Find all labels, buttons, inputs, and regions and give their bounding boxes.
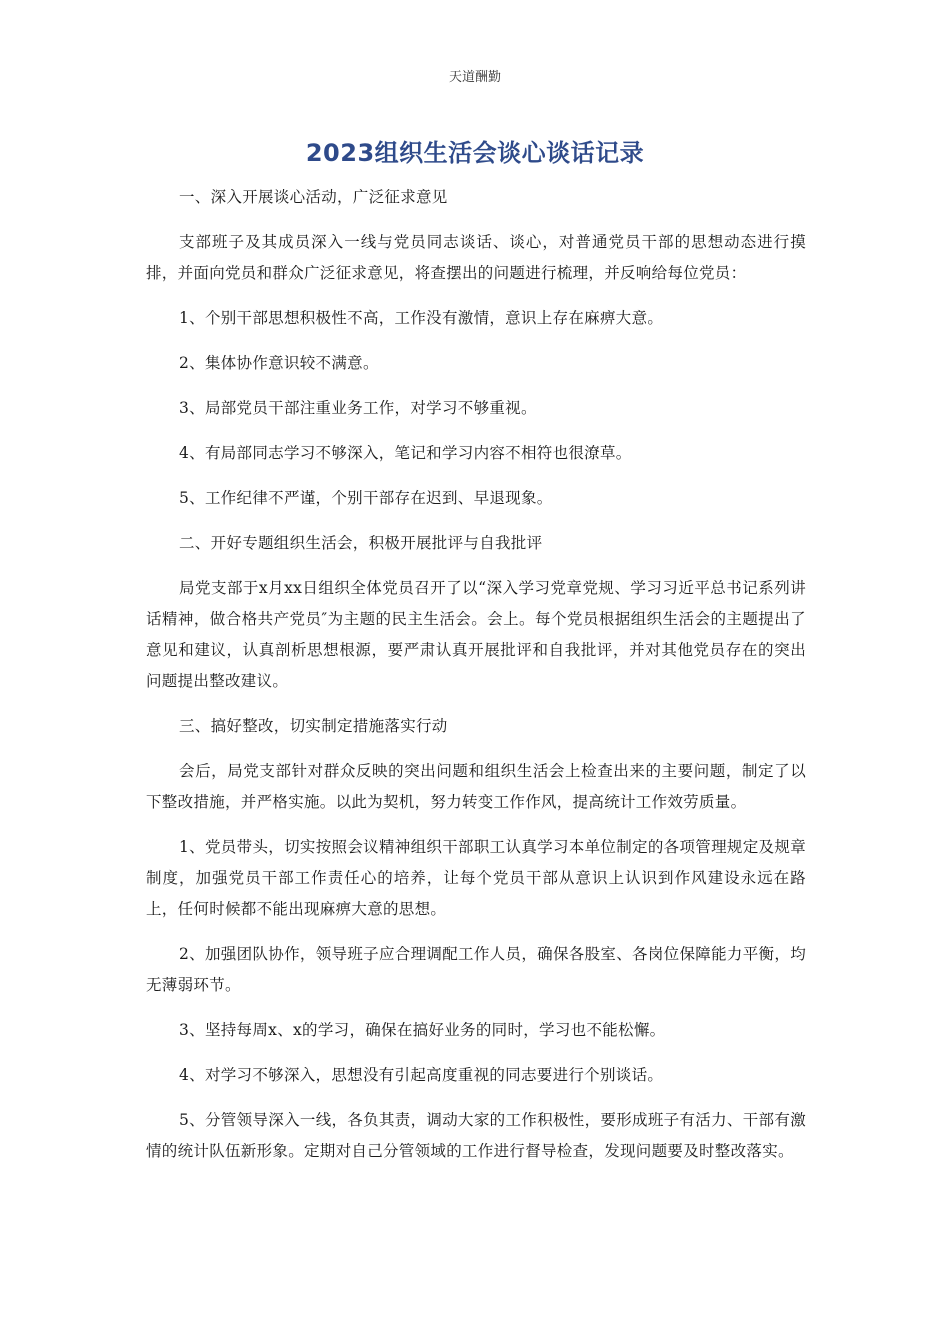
list-item: 2、加强团队协作，领导班子应合理调配工作人员，确保各股室、各岗位保障能力平衡，均无薄弱环节。 bbox=[146, 945, 806, 994]
paragraph: 会后，局党支部针对群众反映的突出问题和组织生活会上检查出来的主要问题，制定了以下整改措施，并严格实施。以此为契机，努力转变工作作风，提高统计工作效劳质量。 bbox=[146, 762, 806, 811]
list-item: 4、有局部同志学习不够深入，笔记和学习内容不相符也很潦草。 bbox=[179, 444, 632, 462]
list-item: 5、分管领导深入一线，各负其责，调动大家的工作积极性，要形成班子有活力、干部有激情的统计队伍新形象。定期对自己分管领域的工作进行督导检查，发现问题要及时整改落实。 bbox=[146, 1111, 806, 1160]
list-item: 1、党员带头，切实按照会议精神组织干部职工认真学习本单位制定的各项管理规定及规章制度，加强党员干部工作责任心的培养，让每个党员干部从意识上认识到作风建设永远在路上，任何时候都不能出现麻痹大意的思想。 bbox=[146, 838, 806, 918]
list-item: 1、个别干部思想积极性不高，工作没有激情，意识上存在麻痹大意。 bbox=[179, 309, 664, 327]
header-mark: 天道酬勤 bbox=[448, 70, 501, 85]
section-heading-3: 三、搞好整改，切实制定措施落实行动 bbox=[179, 717, 448, 735]
list-item: 4、对学习不够深入，思想没有引起高度重视的同志要进行个别谈话。 bbox=[179, 1066, 664, 1084]
paragraph: 局党支部于x月xx日组织全体党员召开了以“深入学习党章党规、学习习近平总书记系列讲话精神，做合格共产党员″为主题的民主生活会。会上。每个党员根据组织生活会的主题提出了意见和建议，认真剖析思想根源，要严肃认真开展批评和自我批评，并对其他党员存在的突出问题提出整改建议。 bbox=[146, 579, 806, 690]
list-item: 3、局部党员干部注重业务工作，对学习不够重视。 bbox=[179, 399, 537, 417]
list-item: 5、工作纪律不严谨，个别干部存在迟到、早退现象。 bbox=[179, 489, 553, 507]
list-item: 2、集体协作意识较不满意。 bbox=[179, 354, 379, 372]
document-body bbox=[146, 182, 806, 1181]
document-title: 2023组织生活会谈心谈话记录 bbox=[305, 139, 645, 167]
paragraph: 支部班子及其成员深入一线与党员同志谈话、谈心，对普通党员干部的思想动态进行摸排，并面向党员和群众广泛征求意见，将查摆出的问题进行梳理，并反响给每位党员： bbox=[146, 233, 806, 282]
list-item: 3、坚持每周x、x的学习，确保在搞好业务的同时，学习也不能松懈。 bbox=[179, 1021, 666, 1039]
section-heading-1: 一、深入开展谈心活动，广泛征求意见 bbox=[179, 188, 448, 206]
section-heading-2: 二、开好专题组织生活会，积极开展批评与自我批评 bbox=[179, 534, 543, 552]
